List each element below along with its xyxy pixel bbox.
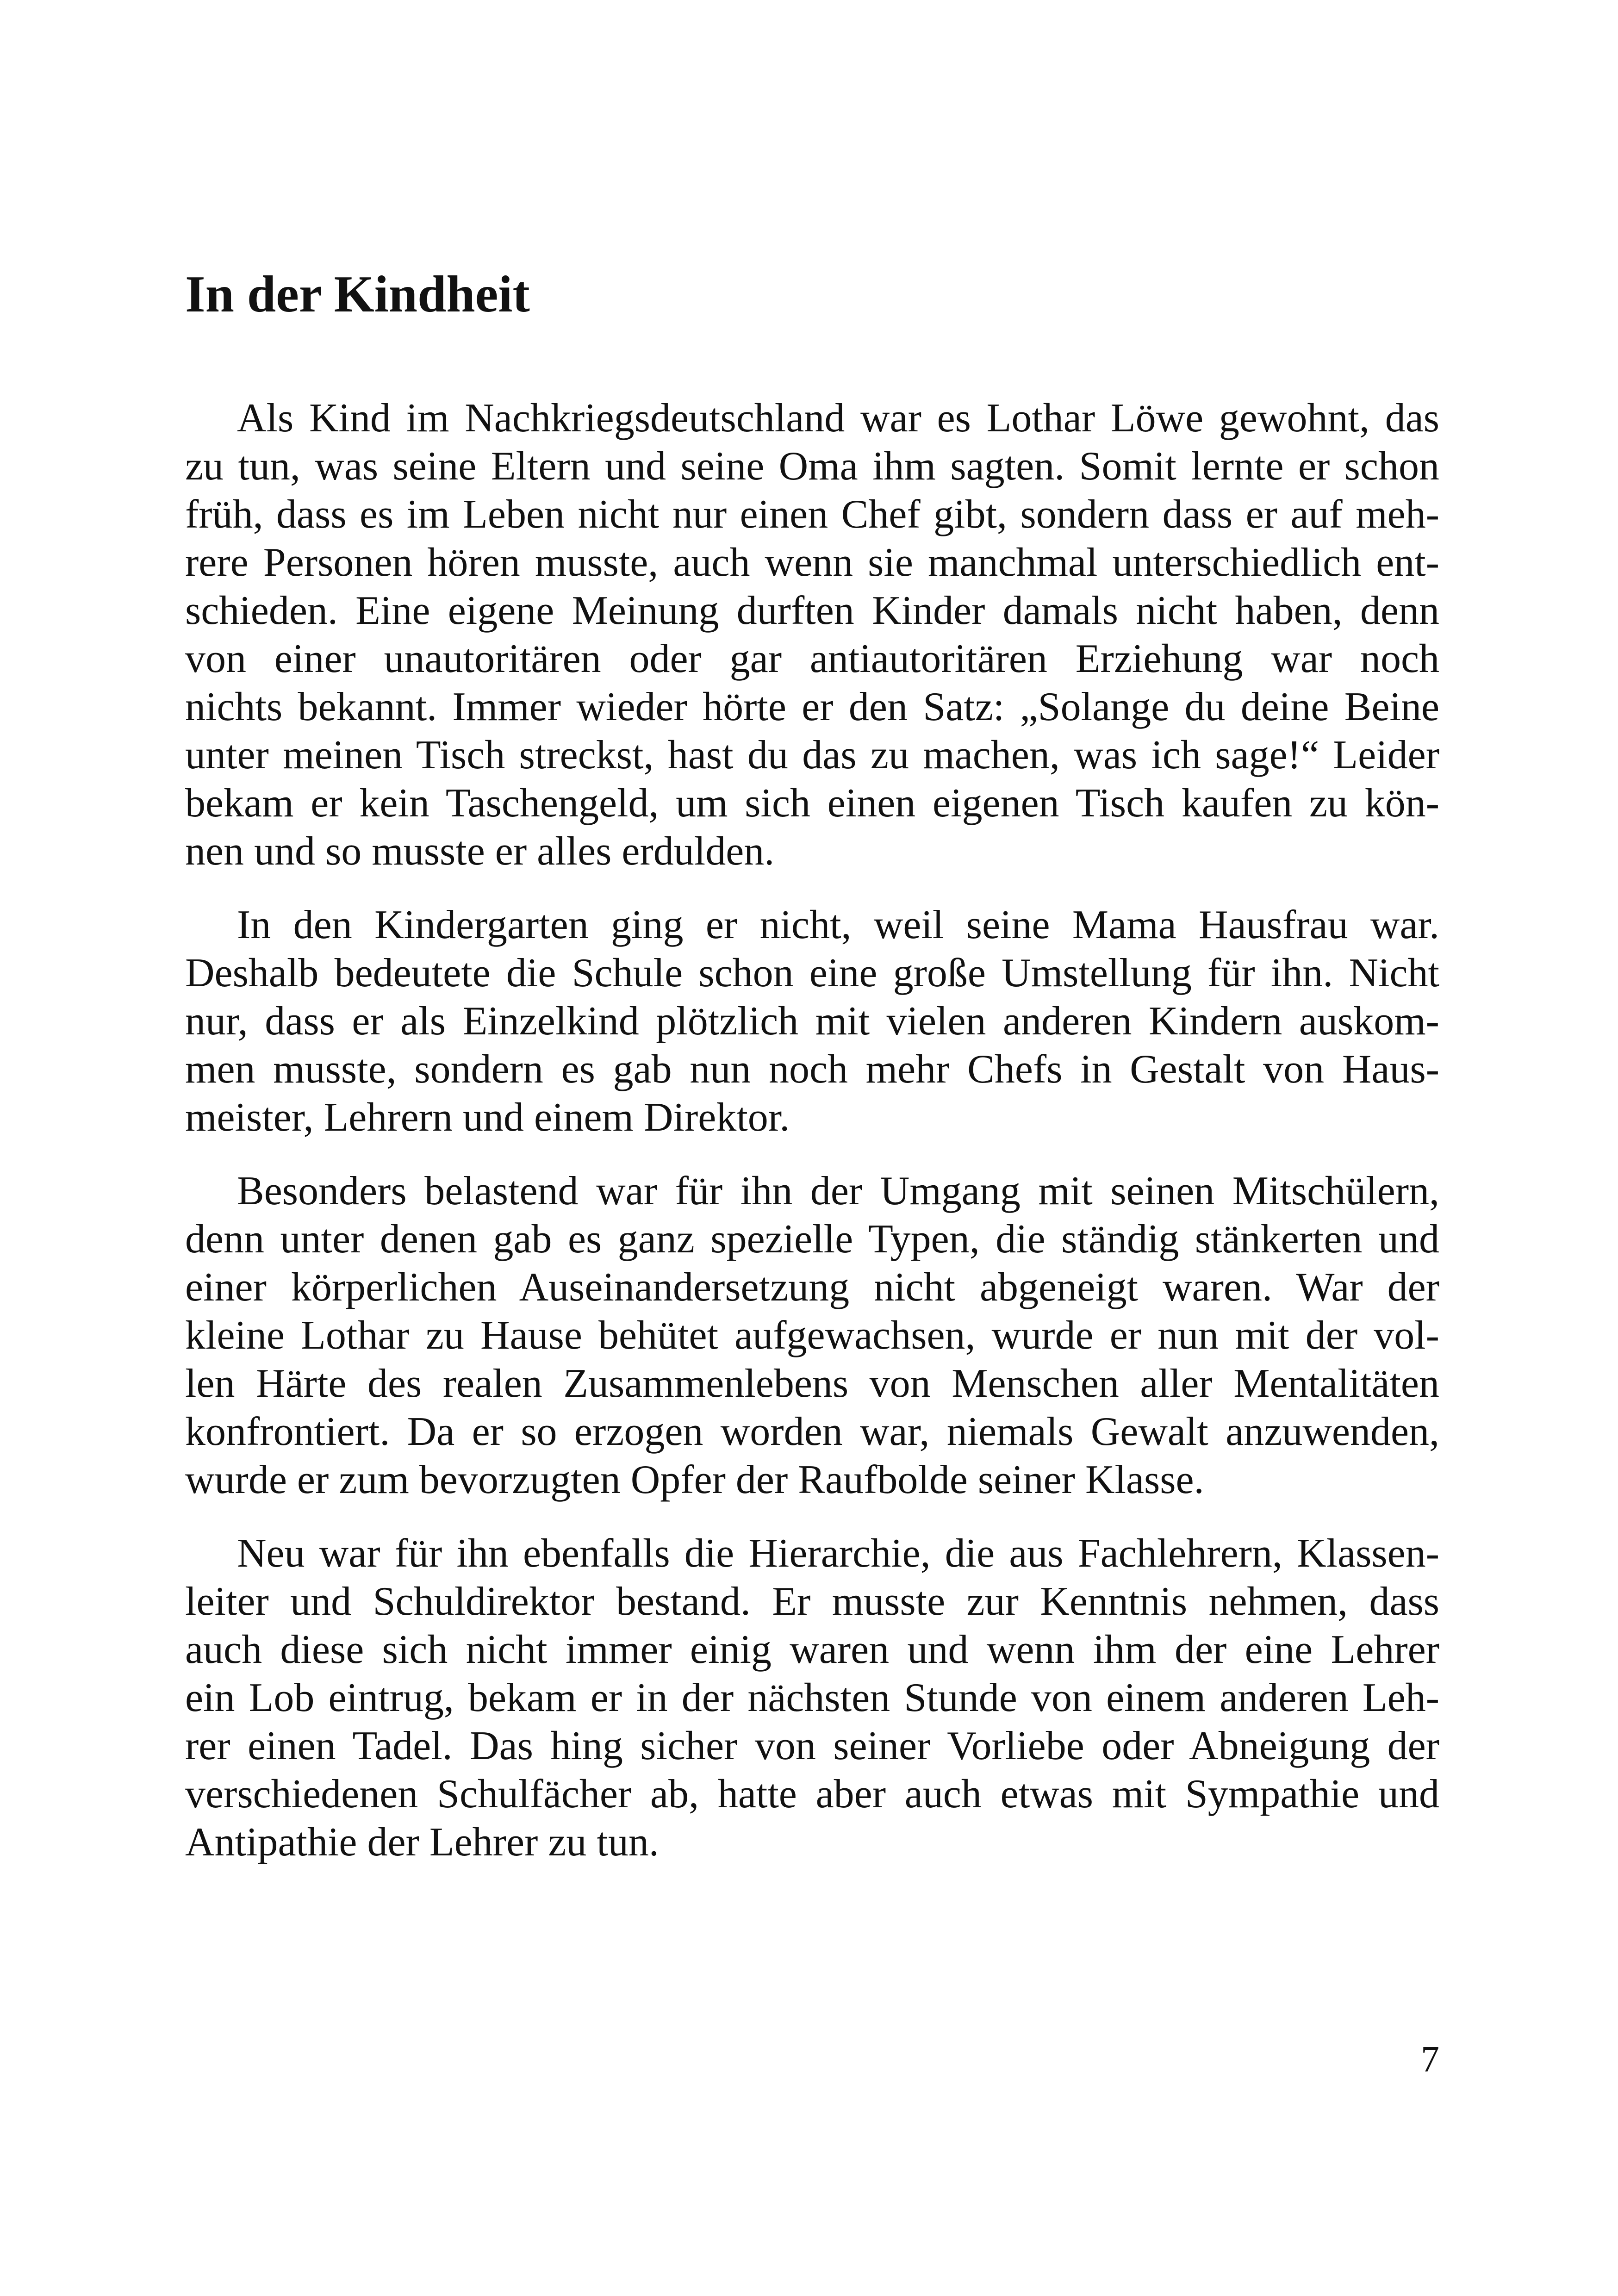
text-line: meister, Lehrern und einem Direktor. [185,1095,790,1140]
text-line: Neu war für ihn ebenfalls die Hierarchie, die aus Fachlehrern, Klassen- [237,1531,1439,1576]
text-line: einer körperlichen Auseinandersetzung nicht abgeneigt waren. War der [185,1265,1439,1310]
paragraph [185,394,1439,876]
text-line: kleine Lothar zu Hause behütet aufgewachsen, wurde er nun mit der vol- [185,1313,1439,1358]
text-line: len Härte des realen Zusammenlebens von Menschen aller Mentalitäten [185,1361,1439,1406]
text-line: ein Lob eintrug, bekam er in der nächsten Stunde von einem anderen Leh- [185,1675,1439,1720]
text-line: men musste, sondern es gab nun noch mehr Chefs in Gestalt von Haus- [185,1047,1439,1092]
text-line: Antipathie der Lehrer zu tun. [185,1820,659,1865]
text-line: Besonders belastend war für ihn der Umgang mit seinen Mitschülern, [237,1169,1439,1213]
text-line: rere Personen hören musste, auch wenn sie manchmal unterschiedlich ent- [185,540,1439,585]
text-line: konfrontiert. Da er so erzogen worden war, niemals Gewalt anzuwenden, [185,1409,1439,1454]
paragraph [185,1167,1439,1504]
text-line: rer einen Tadel. Das hing sicher von seiner Vorliebe oder Abneigung der [185,1724,1439,1768]
text-line: unter meinen Tisch streckst, hast du das zu machen, was ich sage!“ Leider [185,733,1439,778]
text-line: leiter und Schuldirektor bestand. Er musste zur Kenntnis nehmen, dass [185,1579,1439,1624]
text-line: auch diese sich nicht immer einig waren und wenn ihm der eine Lehrer [185,1627,1439,1672]
chapter-title: In der Kindheit [185,266,530,323]
text-line: nur, dass er als Einzelkind plötzlich mit vielen anderen Kindern auskom- [185,999,1439,1044]
text-line: früh, dass es im Leben nicht nur einen Chef gibt, sondern dass er auf meh- [185,492,1439,537]
text-line: Deshalb bedeutete die Schule schon eine große Umstellung für ihn. Nicht [185,951,1439,996]
paragraph [185,901,1439,1142]
text-line: Als Kind im Nachkriegsdeutschland war es Lothar Löwe gewohnt, das [237,396,1439,441]
text-line: bekam er kein Taschengeld, um sich einen eigenen Tisch kaufen zu kön- [185,781,1439,826]
text-line: von einer unautoritären oder gar antiautoritären Erziehung war noch [185,636,1439,681]
page-number: 7 [1421,2039,1439,2080]
text-line: wurde er zum bevorzugten Opfer der Raufbolde seiner Klasse. [185,1457,1204,1502]
text-line: In den Kindergarten ging er nicht, weil seine Mama Hausfrau war. [237,902,1439,947]
text-line: nichts bekannt. Immer wieder hörte er den Satz: „Solange du deine Beine [185,684,1439,729]
text-line: zu tun, was seine Eltern und seine Oma ihm sagten. Somit lernte er schon [185,444,1439,489]
text-line: denn unter denen gab es ganz spezielle Typen, die ständig stänkerten und [185,1217,1439,1262]
text-line: schieden. Eine eigene Meinung durften Kinder damals nicht haben, denn [185,588,1439,633]
paragraph [185,1530,1439,1867]
text-line: nen und so musste er alles erdulden. [185,829,775,874]
text-line: verschiedenen Schulfächer ab, hatte aber auch etwas mit Sympathie und [185,1772,1439,1817]
chapter-body [185,394,1439,1892]
